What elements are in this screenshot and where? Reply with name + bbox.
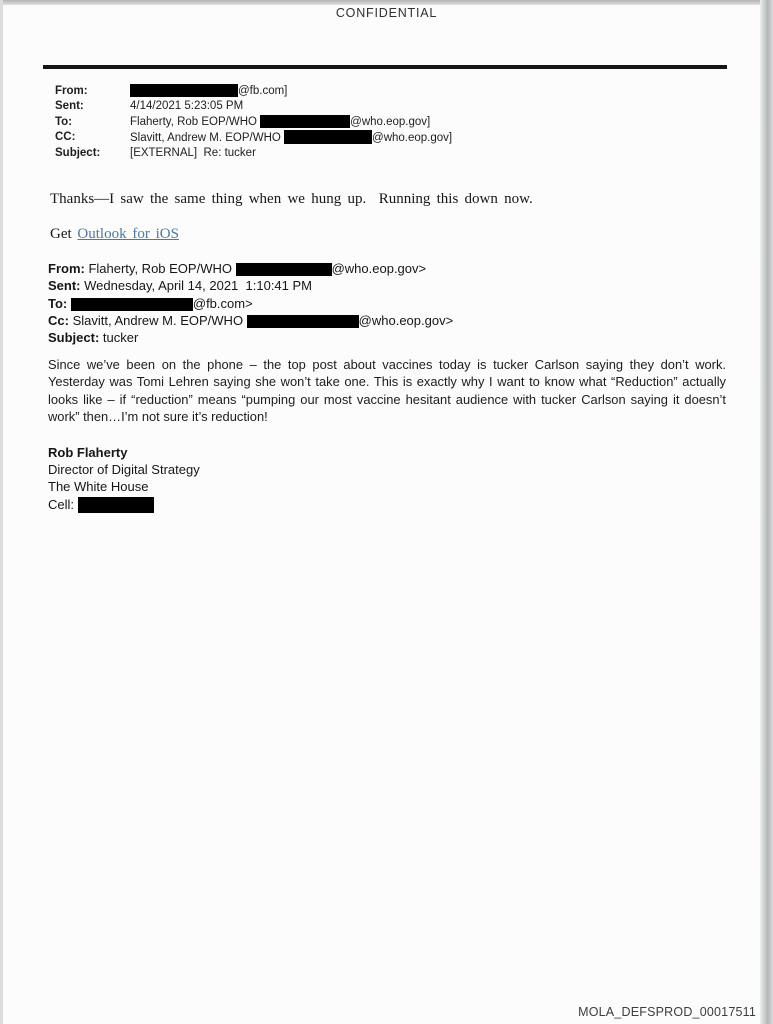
outlook-prefix: Get xyxy=(50,226,78,242)
quoted-field-sent xyxy=(48,277,453,294)
signature-block xyxy=(48,444,200,513)
outlook-signature-line xyxy=(50,226,179,243)
redaction-bar xyxy=(78,497,154,513)
signature-name: Rob Flaherty xyxy=(48,445,128,460)
quoted-label-sent: Sent: xyxy=(48,278,81,294)
redaction-bar xyxy=(130,84,238,97)
quoted-field-from xyxy=(48,260,453,277)
quoted-body-paragraph: Since we’ve been on the phone – the top post about vaccines today is tucker Carlson saying they don’t work. Yesterday was Tomi Lehren saying she won’t take one. This is exactly why I want to know what “Reduction” actually looks like – if “reduction” means “pumping our most vaccine hesitant audience with tucker Carlson saying it doesn’t work” then…I’m not sure it’s reduction! xyxy=(48,357,726,425)
field-label-sent: Sent: xyxy=(55,100,84,113)
quoted-sent-datetime: Wednesday, April 14, 2021 1:10:41 PM xyxy=(80,278,312,294)
subject-value: [EXTERNAL] Re: tucker xyxy=(130,147,256,160)
signature-cell-row xyxy=(48,496,200,513)
redaction-bar xyxy=(71,298,193,311)
redaction-bar xyxy=(260,115,350,128)
quoted-cc-name: Slavitt, Andrew M. EOP/WHO xyxy=(68,312,247,328)
scan-edge-top xyxy=(0,0,773,5)
signature-org: The White House xyxy=(48,479,149,495)
quoted-field-to xyxy=(48,295,453,312)
reply-body-text: Thanks—I saw the same thing when we hung up. Running this down now. xyxy=(50,191,533,207)
redaction-bar xyxy=(236,263,332,276)
outlook-for-ios-link[interactable]: Outlook for iOS xyxy=(77,226,179,242)
redaction-bar xyxy=(284,130,372,144)
header-field-cc xyxy=(55,130,452,146)
quoted-label-subject: Subject: xyxy=(48,330,100,346)
to-domain: @who.eop.gov] xyxy=(350,115,431,128)
from-domain: @fb.com] xyxy=(238,85,288,97)
quoted-from-domain: @who.eop.gov> xyxy=(331,261,427,276)
cc-name: Slavitt, Andrew M. EOP/WHO xyxy=(130,131,285,144)
field-value-cc xyxy=(130,130,452,146)
header-field-from xyxy=(55,84,452,99)
cell-label: Cell: xyxy=(48,496,75,512)
quoted-label-cc: Cc: xyxy=(48,312,69,328)
header-field-sent xyxy=(55,99,452,114)
email-header-outer xyxy=(55,84,452,161)
field-label-cc: CC: xyxy=(55,130,76,143)
header-divider-rule xyxy=(43,65,727,69)
quoted-from-name: Flaherty, Rob EOP/WHO xyxy=(84,261,236,276)
to-name: Flaherty, Rob EOP/WHO xyxy=(130,115,261,128)
scan-edge-left xyxy=(0,0,3,1024)
header-field-subject xyxy=(55,146,452,161)
field-label-to: To: xyxy=(55,115,73,128)
quoted-to-domain: @fb.com> xyxy=(192,295,253,311)
field-value-from xyxy=(130,84,287,99)
quoted-subject-value: tucker xyxy=(99,330,139,346)
quoted-label-from: From: xyxy=(48,261,85,276)
bates-number: MOLA_DEFSPROD_00017511 xyxy=(578,1005,756,1019)
quoted-field-cc xyxy=(48,312,453,329)
scan-edge-right xyxy=(760,0,773,1024)
field-label-from: From: xyxy=(55,85,88,97)
quoted-label-to: To: xyxy=(48,295,68,311)
email-header-quoted xyxy=(48,260,453,346)
sent-datetime: 4/14/2021 5:23:05 PM xyxy=(130,100,244,113)
header-field-to xyxy=(55,115,452,130)
confidential-stamp: CONFIDENTIAL xyxy=(335,6,438,20)
field-label-subject: Subject: xyxy=(55,147,101,160)
redaction-bar xyxy=(247,315,359,328)
quoted-field-subject xyxy=(48,329,453,346)
cc-domain: @who.eop.gov] xyxy=(372,131,453,144)
field-value-to xyxy=(130,115,430,130)
signature-title: Director of Digital Strategy xyxy=(48,462,200,478)
quoted-cc-domain: @who.eop.gov> xyxy=(358,312,454,328)
